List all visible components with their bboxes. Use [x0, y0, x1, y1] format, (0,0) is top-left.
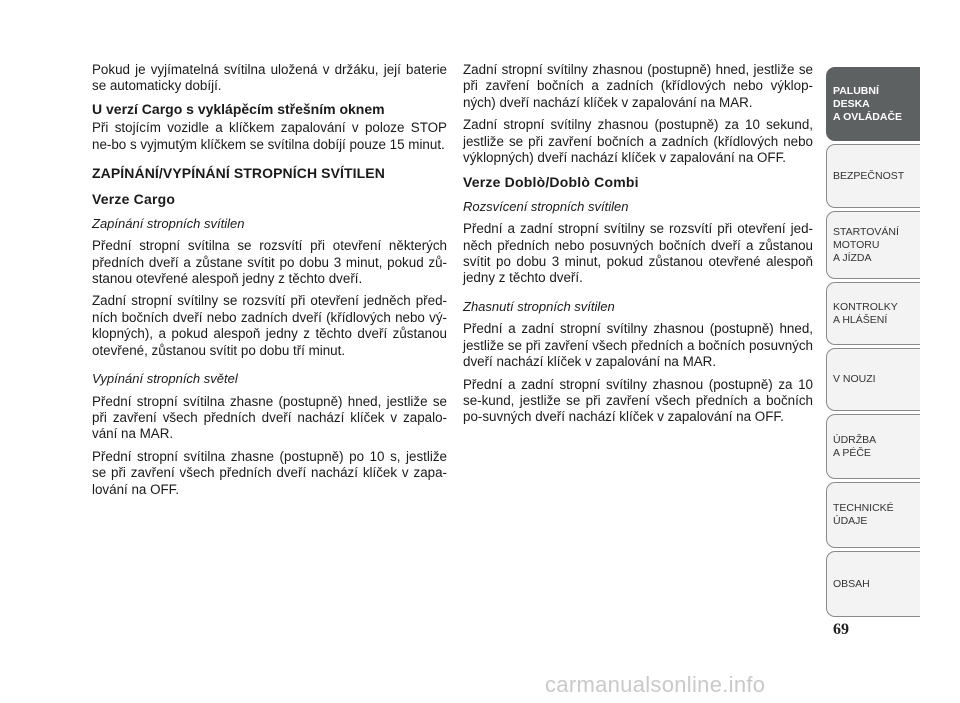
paragraph-rear-light-on: Zadní stropní svítilny se rozsvítí při otevření jedněch před-ních bočních dveří nebo zadních dveří (křídlových nebo vý-klopných), a pokud alespoň jedny z těchto dveří zůstanou otevřené, zůstanou svítit po dobu tří minut.: [92, 293, 447, 358]
paragraph-battery-charging: Pokud je vyjímatelná svítilna uložená v držáku, její baterie se automaticky dobíjí.: [92, 62, 447, 94]
tab-kontrolky[interactable]: KONTROLKY A HLÁŠENÍ: [826, 282, 920, 345]
paragraph-front-off-off: Přední stropní svítilna zhasne (postupně) po 10 s, jestliže se při zavření všech předních dveří nachází klíček v zapa-lování na OFF.: [92, 448, 447, 497]
right-column: [463, 62, 813, 432]
tab-startovani[interactable]: STARTOVÁNÍ MOTORU A JÍZDA: [826, 211, 920, 279]
subheading-doblo-version: Verze Doblò/Doblò Combi: [463, 174, 639, 191]
paragraph-doblo-off-mar: Přední a zadní stropní svítilny zhasnou (postupně) hned, jestliže se při zavření všech předních a bočních posuvných dveří nachází klíček v zapalování na MAR.: [463, 321, 813, 370]
subheading-cargo-sunroof: U verzí Cargo s vyklápěcím střešním oknem: [92, 100, 385, 117]
tab-obsah[interactable]: OBSAH: [826, 551, 920, 617]
tab-technicke-udaje[interactable]: TECHNICKÉ ÚDAJE: [826, 482, 920, 548]
page-number: 69: [833, 621, 849, 638]
tab-bezpecnost[interactable]: BEZPEČNOST: [826, 144, 920, 208]
paragraph-rear-off-off: Zadní stropní svítilny zhasnou (postupně) za 10 sekund, jestliže se při zavření bočních a zadních (křídlových nebo výklopných) dveří nachází klíček v zapalování na OFF.: [463, 117, 813, 166]
italic-heading-lights-off: Zhasnutí stropních svítilen: [463, 298, 615, 314]
chapter-tabs: [826, 67, 920, 620]
paragraph-front-off-mar: Přední stropní svítilna zhasne (postupně) hned, jestliže se při zavření všech předních dveří nachází klíček v zapalo-vání na MAR.: [92, 393, 447, 442]
italic-heading-lights-on: Rozsvícení stropních svítilen: [463, 198, 629, 214]
tab-palubni-deska[interactable]: PALUBNÍ DESKA A OVLÁDAČE: [826, 67, 920, 141]
paragraph-front-light-on: Přední stropní svítilna se rozsvítí při otevření některých předních dveří a zůstane svítit po dobu 3 minut, pokud zů-stanou otevřené alespoň jedny z těchto dveří.: [92, 238, 447, 287]
paragraph-charging-15-min: Při stojícím vozidle a klíčkem zapalování v poloze STOP ne-bo s vyjmutým klíčkem se svítilna dobíjí pouze 15 minut.: [92, 120, 447, 152]
italic-heading-switch-on: Zapínání stropních svítilen: [92, 215, 245, 231]
tab-v-nouzi[interactable]: V NOUZI: [826, 348, 920, 411]
watermark: carmanualsonline.info: [545, 672, 766, 697]
subheading-cargo-version: Verze Cargo: [92, 191, 176, 208]
tab-udrzba[interactable]: ÚDRŽBA A PÉČE: [826, 414, 920, 479]
paragraph-doblo-off-off: Přední a zadní stropní svítilny zhasnou (postupně) za 10 se-kund, jestliže se při zavření všech předních a bočních po-suvných dveří nachází klíček v zapalování na OFF.: [463, 376, 813, 425]
paragraph-rear-off-mar: Zadní stropní svítilny zhasnou (postupně) hned, jestliže se při zavření bočních a zadních (křídlových nebo výklop-ných) dveří nachází klíček v zapalování na MAR.: [463, 62, 813, 110]
section-heading: ZAPÍNÁNÍ/VYPÍNÁNÍ STROPNÍCH SVÍTILEN: [92, 165, 385, 182]
left-column: [92, 62, 447, 504]
paragraph-doblo-lights-on: Přední a zadní stropní svítilny se rozsvítí při otevření jed-něch předních nebo posuvných bočních dveří a zůstanou svítit po dobu 3 minut, pokud zůstanou otevřené alespoň jedny z těchto dveří.: [463, 221, 813, 286]
italic-heading-switch-off: Vypínání stropních světel: [92, 371, 238, 387]
